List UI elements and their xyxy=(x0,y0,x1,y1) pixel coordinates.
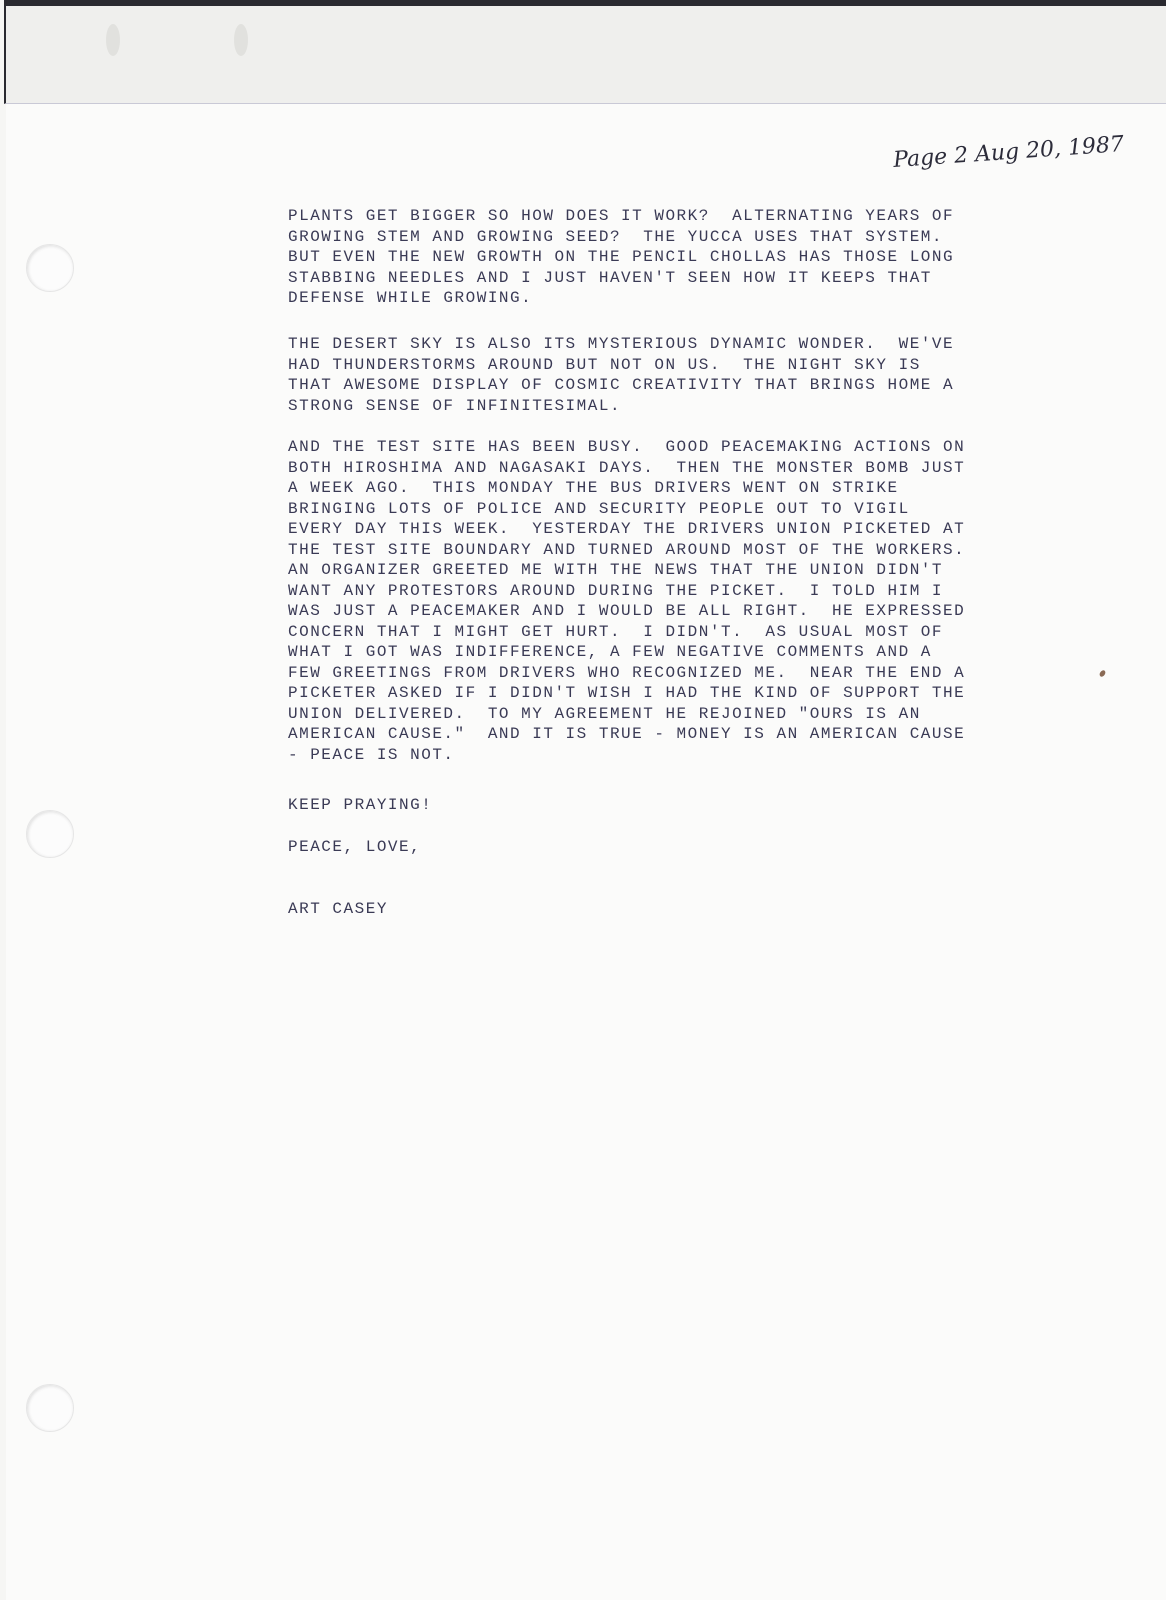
sign-off: PEACE, LOVE, xyxy=(288,838,422,856)
punch-hole xyxy=(26,810,74,858)
handwritten-page-date: Page 2 Aug 20, 1987 xyxy=(892,131,1125,174)
punch-hole xyxy=(26,244,74,292)
punch-hole xyxy=(26,1384,74,1432)
smudge-mark xyxy=(106,24,120,56)
paragraph-desert-sky: THE DESERT SKY IS ALSO ITS MYSTERIOUS DYNAMIC WONDER. WE'VE HAD THUNDERSTORMS AROUND BUT NOT ON US. THE NIGHT SKY IS THAT AWESOME DISPLAY OF COSMIC CREATIVITY THAT BRINGS HOME A STRONG SENSE OF INFINITESIMAL. xyxy=(288,335,955,415)
scanner-top-strip xyxy=(4,0,1166,104)
paragraph-test-site: AND THE TEST SITE HAS BEEN BUSY. GOOD PEACEMAKING ACTIONS ON BOTH HIROSHIMA AND NAGASAKI DAYS. THEN THE MONSTER BOMB JUST A WEEK AGO. THIS MONDAY THE BUS DRIVERS WENT ON STRIKE BRINGING LOTS OF POLICE AND SECURITY PEOPLE OUT TO VIGIL EVERY DAY THIS WEEK. YESTERDAY THE DRIVERS UNION PICKETED AT THE TEST SITE BOUNDARY AND TURNED AROUND MOST OF THE WORKERS. AN ORGANIZER GREETED ME WITH THE NEWS THAT THE UNION DIDN'T WANT ANY PROTESTORS AROUND DURING THE PICKET. I TOLD HIM I WAS JUST A PEACEMAKER AND I WOULD BE ALL RIGHT. HE EXPRESSED CONCERN THAT I MIGHT GET HURT. I DIDN'T. AS USUAL MOST OF WHAT I GOT WAS INDIFFERENCE, A FEW NEGATIVE COMMENTS AND A FEW GREETINGS FROM DRIVERS WHO RECOGNIZED ME. NEAR THE END A PICKETER ASKED IF I DIDN'T WISH I HAD THE KIND OF SUPPORT THE UNION DELIVERED. TO MY AGREEMENT HE REJOINED "OURS IS AN AMERICAN CAUSE." AND IT IS TRUE - MONEY IS AN AMERICAN CAUSE - PEACE IS NOT. xyxy=(288,438,966,764)
closing-line: KEEP PRAYING! xyxy=(288,796,433,814)
smudge-mark xyxy=(234,24,248,56)
signature-name: ART CASEY xyxy=(288,900,388,918)
paragraph-plants: PLANTS GET BIGGER SO HOW DOES IT WORK? ALTERNATING YEARS OF GROWING STEM AND GROWING SEED? THE YUCCA USES THAT SYSTEM. BUT EVEN THE NEW GROWTH ON THE PENCIL CHOLLAS HAS THOSE LONG STABBING NEEDLES AND I JUST HAVEN'T SEEN HOW IT KEEPS THAT DEFENSE WHILE GROWING. xyxy=(288,207,955,307)
